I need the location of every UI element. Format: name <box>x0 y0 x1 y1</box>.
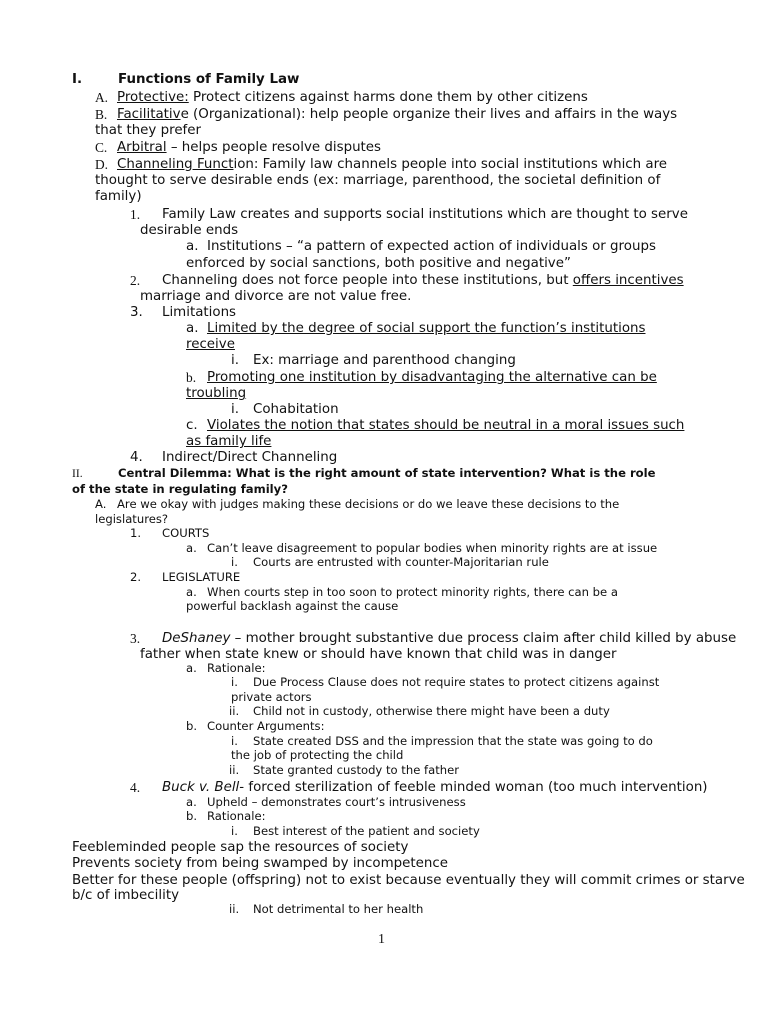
item-text: powerful backlash against the cause <box>186 599 399 613</box>
item-text: the job of protecting the child <box>231 748 404 762</box>
section-title: Functions of Family Law <box>118 72 300 87</box>
outline-item <box>162 274 684 287</box>
list-marker: 1. <box>130 207 141 222</box>
list-marker: c. <box>186 418 198 433</box>
item-text: that they prefer <box>95 123 202 138</box>
free-text: b/c of imbecility <box>72 888 179 903</box>
item-text: Indirect/Direct Channeling <box>162 450 338 465</box>
list-marker: a. <box>186 541 197 555</box>
list-marker: 2. <box>130 570 142 584</box>
item-text: Cohabitation <box>253 402 339 417</box>
item-text: Rationale: <box>207 809 266 823</box>
outline-item <box>117 91 588 104</box>
item-text: State granted custody to the father <box>253 763 459 777</box>
underlined-text: as family life <box>186 434 272 449</box>
underlined-text: Promoting one institution by disadvantaging the alternative can be <box>207 370 657 385</box>
free-text: Better for these people (offspring) not to exist because eventually they will commit crimes or starve <box>72 873 745 888</box>
item-text: private actors <box>231 690 312 704</box>
list-marker: b. <box>186 809 198 823</box>
list-marker: a. <box>186 795 197 809</box>
list-marker: B. <box>95 107 108 122</box>
case-name: Buck v. Bell <box>162 780 240 795</box>
item-text: Courts are entrusted with counter-Majoritarian rule <box>253 555 549 569</box>
item-text: family) <box>95 189 142 204</box>
outline-item <box>117 158 667 171</box>
list-marker: i. <box>231 824 238 838</box>
list-marker: ii. <box>229 902 240 916</box>
item-text: State created DSS and the impression that the state was going to do <box>253 734 653 748</box>
item-text: thought to serve desirable ends (ex: marriage, parenthood, the societal definition of <box>95 173 661 188</box>
item-text: – helps people resolve disputes <box>166 140 382 155</box>
list-marker: 3. <box>130 631 141 646</box>
underlined-text: receive <box>186 337 235 352</box>
item-text: Counter Arguments: <box>207 719 325 733</box>
list-marker: C. <box>95 140 108 155</box>
list-marker: i. <box>231 353 239 368</box>
item-text: enforced by social sanctions, both positive and negative” <box>186 256 571 271</box>
item-text: COURTS <box>162 526 210 540</box>
item-text: ion: Family law channels people into social institutions which are <box>233 157 668 172</box>
item-text: Family Law creates and supports social institutions which are thought to serve <box>162 207 688 222</box>
item-text: desirable ends <box>140 223 239 238</box>
item-text: Upheld – demonstrates court’s intrusiveness <box>207 795 466 809</box>
term: Protective: <box>117 90 189 105</box>
underlined-text: troubling <box>186 386 247 401</box>
case-name: DeShaney <box>162 631 231 646</box>
item-text: Limitations <box>162 305 237 320</box>
term: Channeling Funct <box>117 157 234 172</box>
list-marker: A. <box>95 90 109 105</box>
list-marker: a. <box>186 585 197 599</box>
page-number: 1 <box>378 932 385 947</box>
list-marker: b. <box>186 719 198 733</box>
item-text: When courts step in too soon to protect minority rights, there can be a <box>207 585 618 599</box>
item-text: Due Process Clause does not require states to protect citizens against <box>253 675 660 689</box>
list-marker: a. <box>186 321 199 336</box>
list-marker: ii. <box>229 704 240 718</box>
item-text: Are we okay with judges making these decisions or do we leave these decisions to the <box>117 497 620 511</box>
term: Arbitral <box>117 140 167 155</box>
item-text: - forced sterilization of feeble minded woman (too much intervention) <box>239 780 708 795</box>
list-marker: 4. <box>130 780 141 795</box>
list-marker: a. <box>186 661 197 675</box>
item-text: Best interest of the patient and society <box>253 824 480 838</box>
outline-item <box>117 108 677 121</box>
item-text: Ex: marriage and parenthood changing <box>253 353 516 368</box>
item-text: marriage and divorce are not value free. <box>140 289 412 304</box>
outline-item <box>162 781 708 794</box>
list-marker: ii. <box>229 763 240 777</box>
list-marker: 1. <box>130 526 142 540</box>
term: Facilitativ <box>117 107 181 122</box>
list-marker: i. <box>231 402 239 417</box>
underlined-text: Violates the notion that states should be neutral in a moral issues such <box>207 418 685 433</box>
item-text: father when state knew or should have known that child was in danger <box>140 647 617 662</box>
list-marker: A. <box>95 497 107 511</box>
outline-item <box>117 141 381 154</box>
list-marker: b. <box>186 370 197 385</box>
item-text: Institutions – “a pattern of expected action of individuals or groups <box>207 239 656 254</box>
item-text: e (Organizational): help people organize their lives and affairs in the ways <box>180 107 678 122</box>
underlined-text: offers incentives <box>572 273 684 288</box>
section-numeral: I. <box>72 72 83 87</box>
item-text: Rationale: <box>207 661 266 675</box>
list-marker: 2. <box>130 273 141 288</box>
list-marker: i. <box>231 675 238 689</box>
item-text: – mother brought substantive due process claim after child killed by abuse <box>230 631 737 646</box>
item-text: Can’t leave disagreement to popular bodies when minority rights are at issue <box>207 541 658 555</box>
list-marker: 4. <box>130 450 143 465</box>
item-text: Child not in custody, otherwise there might have been a duty <box>253 704 610 718</box>
item-text: Channeling does not force people into these institutions, but <box>162 273 573 288</box>
item-text: legislatures? <box>95 512 169 526</box>
section-numeral: II. <box>72 467 83 480</box>
list-marker: a. <box>186 239 199 254</box>
underlined-text: Limited by the degree of social support the function’s institutions <box>207 321 646 336</box>
item-text: Protect citizens against harms done them by other citizens <box>188 90 588 105</box>
list-marker: i. <box>231 555 238 569</box>
list-marker: i. <box>231 734 238 748</box>
free-text: Feebleminded people sap the resources of society <box>72 840 409 855</box>
section-title-cont: of the state in regulating family? <box>72 482 288 496</box>
list-marker: 3. <box>130 305 143 320</box>
item-text: Not detrimental to her health <box>253 902 424 916</box>
free-text: Prevents society from being swamped by incompetence <box>72 856 448 871</box>
section-title: Central Dilemma: What is the right amount of state intervention? What is the role <box>118 466 656 480</box>
list-marker: D. <box>95 157 109 172</box>
item-text: LEGISLATURE <box>162 570 241 584</box>
outline-item <box>162 632 736 645</box>
